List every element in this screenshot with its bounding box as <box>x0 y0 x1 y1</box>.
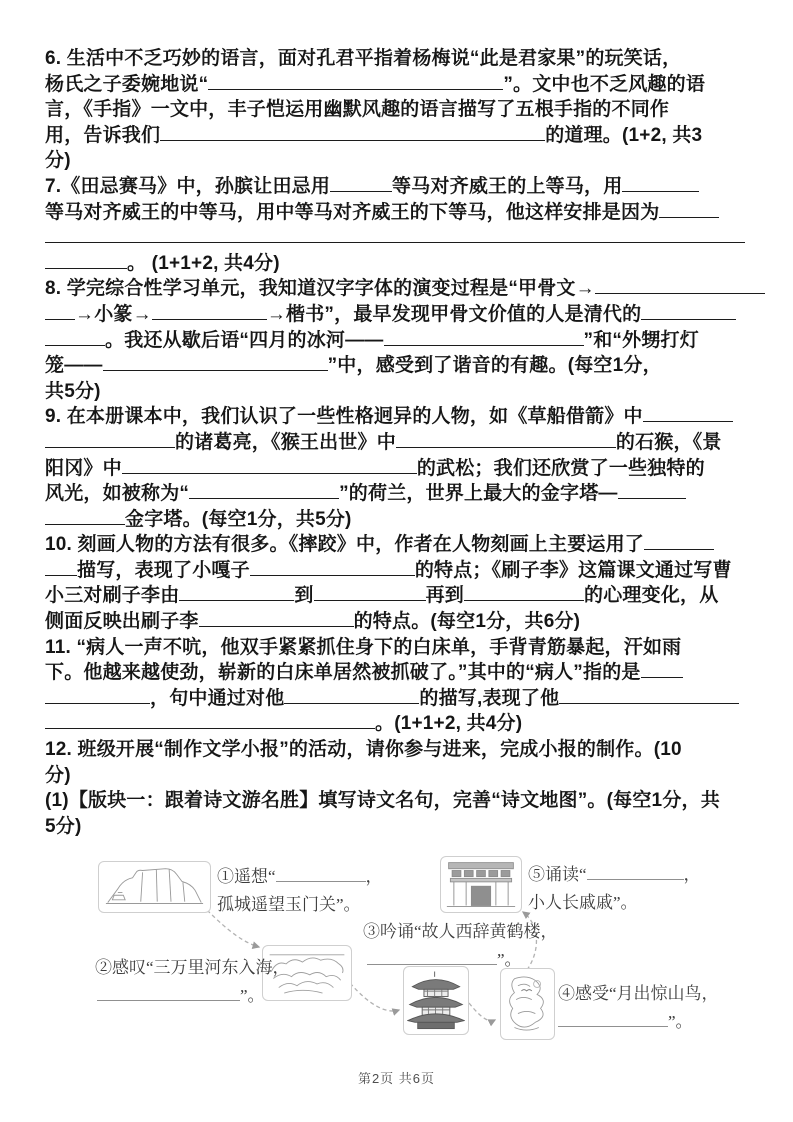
answer-blank <box>276 879 366 882</box>
poem-item-3 <box>363 918 558 974</box>
answer-blank <box>396 444 616 448</box>
text-run: 11. “病人一声不吭，他双手紧紧抓住身下的白床单，手背青筋暴起，汗如雨 <box>45 636 682 658</box>
text-line <box>45 711 751 737</box>
text-run: 金字塔。(每空1分，共5分) <box>125 508 352 530</box>
text-run: (1)【版块一：跟着诗文游名胜】填写诗文名句，完善“诗文地图”。(每空1分，共 <box>45 790 720 812</box>
poem-item-3-line-2 <box>363 946 558 974</box>
text-run: 的描写,表现了他 <box>419 687 560 709</box>
text-line <box>45 302 751 328</box>
text-run: ”。 <box>668 1012 693 1031</box>
text-line <box>45 328 751 354</box>
text-run: 的特点；《刷子李》这篇课文通过写曹 <box>414 559 732 581</box>
question-9 <box>45 404 751 532</box>
text-run: 小人长戚戚”。 <box>528 893 638 912</box>
text-run: 10. 刻画人物的方法有很多。《摔跤》中，作者在人物刻画上主要运用了 <box>45 534 644 556</box>
temple-gate-sketch-icon <box>440 856 522 913</box>
answer-blank <box>97 998 240 1001</box>
text-run: →小篆→ <box>75 303 152 325</box>
poem-item-1-line-2 <box>217 891 383 919</box>
text-run: 杨氏之子委婉地说“ <box>45 73 209 95</box>
answer-blank <box>45 265 127 269</box>
text-run: 下。他越来越使劲，崭新的白床单居然被抓破了。”其中的“病人”指的是 <box>45 662 641 684</box>
text-run: 的石猴，《景 <box>615 431 722 453</box>
text-run: 共5分) <box>45 380 101 402</box>
text-run: 9. 在本册课本中，我们认识了一些性格迥异的人物，如《草船借箭》中 <box>45 406 643 428</box>
text-line <box>45 763 751 789</box>
text-line <box>45 788 751 814</box>
text-line <box>45 532 751 558</box>
text-run: ⑤诵读“ <box>528 865 587 884</box>
text-run: ”。 <box>497 950 522 969</box>
answer-blank <box>330 188 392 192</box>
text-run: 6. 生活中不乏巧妙的语言，面对孔君平指着杨梅说“此是君家果”的玩笑话， <box>45 48 682 69</box>
text-run: 言，《手指》一文中，丰子恺运用幽默风趣的语言描写了五根手指的不同作 <box>45 99 670 121</box>
poem-item-1 <box>217 863 383 919</box>
answer-blank <box>208 86 503 90</box>
text-run: 5分) <box>45 815 82 837</box>
answer-blank <box>45 725 375 729</box>
answer-blank <box>122 470 417 474</box>
text-line <box>45 148 751 174</box>
text-run: 。我还从歇后语“四月的冰河—— <box>105 329 384 351</box>
text-run: 分) <box>45 764 71 786</box>
text-run: 的诸葛亮，《猴王出世》中 <box>175 431 396 453</box>
answer-blank <box>45 521 125 525</box>
answer-blank <box>595 290 765 294</box>
text-run: 12. 班级开展“制作文学小报”的活动，请你参与进来，完成小报的制作。(10 <box>45 739 682 761</box>
question-10 <box>45 532 751 634</box>
text-run: 分) <box>45 150 71 172</box>
text-run: 的特点。(每空1分，共6分) <box>353 611 581 633</box>
answer-blank <box>103 367 328 371</box>
text-run: 的道理。(1+2, 共3 <box>545 124 703 146</box>
answer-blank <box>384 342 584 346</box>
poem-item-5-line-2 <box>528 889 701 917</box>
answer-blank <box>618 495 686 499</box>
text-line <box>45 200 751 226</box>
text-line <box>45 353 751 379</box>
text-line <box>45 507 751 533</box>
poem-item-4-line-2 <box>558 1008 719 1036</box>
text-run: 。 (1+1+2, 共4分) <box>127 252 280 274</box>
page-number: 第2页 共6页 <box>357 1071 436 1086</box>
text-run: 等马对齐威王的上等马，用 <box>392 175 623 197</box>
answer-blank <box>250 572 415 576</box>
text-run: 再到 <box>425 585 465 607</box>
answer-blank <box>160 137 545 141</box>
questions-block <box>45 46 751 839</box>
text-run: 阳冈》中 <box>45 457 122 479</box>
text-run: ”中，感受到了谐音的有趣。(每空1分， <box>327 355 662 377</box>
text-run: ”。 <box>240 986 265 1005</box>
answer-blank <box>284 700 419 704</box>
answer-blank <box>199 623 354 627</box>
text-run: ，句中通过对他 <box>150 687 285 709</box>
text-run: 等马对齐威王的中等马，用中等马对齐威王的下等马，他这样安排是因为 <box>45 201 660 223</box>
answer-blank <box>641 674 683 678</box>
answer-blank <box>45 342 105 346</box>
text-line <box>45 379 751 405</box>
text-line <box>45 97 751 123</box>
text-run: 小三对刷子李由 <box>45 585 180 607</box>
text-run: →楷书”，最早发现甲骨文价值的人是清代的 <box>266 303 642 325</box>
text-line <box>45 814 751 840</box>
answer-blank <box>622 188 699 192</box>
poem-item-4-line-1 <box>558 980 719 1008</box>
text-run: ， <box>365 867 383 886</box>
text-run: ①遥想“ <box>217 867 276 886</box>
text-run: 风光，如被称为“ <box>45 483 190 505</box>
text-line <box>45 456 751 482</box>
text-line <box>45 686 751 712</box>
text-run: 用，告诉我们 <box>45 124 161 146</box>
poem-item-4 <box>558 980 719 1036</box>
text-run: 的心理变化，从 <box>584 585 719 607</box>
text-line <box>45 660 751 686</box>
text-line <box>45 635 751 661</box>
yellow-crane-tower-sketch-icon <box>403 966 469 1035</box>
answer-blank <box>464 597 584 601</box>
text-run: 的武松；我们还欣赏了一些独特的 <box>416 457 705 479</box>
text-line <box>45 430 751 456</box>
poem-item-5 <box>528 861 701 917</box>
text-run: 笼—— <box>45 355 103 377</box>
answer-blank <box>45 444 175 448</box>
answer-blank <box>45 572 77 576</box>
answer-blank <box>644 546 714 550</box>
text-run: 8. 学完综合性学习单元，我知道汉字字体的演变过程是“甲骨文→ <box>45 278 595 300</box>
text-line <box>45 558 751 584</box>
mountain-bird-sketch-icon <box>500 968 555 1040</box>
answer-blank <box>558 1024 668 1027</box>
answer-blank <box>314 597 426 601</box>
poem-item-5-line-1 <box>528 861 701 889</box>
poem-map-diagram <box>45 848 751 1053</box>
answer-blank <box>587 877 684 880</box>
text-line <box>45 609 751 635</box>
answer-blank <box>641 316 736 320</box>
text-run: ， <box>683 865 701 884</box>
answer-blank <box>45 700 150 704</box>
text-run: ”的荷兰，世界上最大的金字塔— <box>339 483 618 505</box>
text-line <box>45 123 751 149</box>
text-run: ②感叹“三万里河东入海， <box>95 958 290 977</box>
text-run: 侧面反映出刷子李 <box>45 611 199 633</box>
answer-blank <box>643 418 733 422</box>
poem-item-1-line-1 <box>217 863 383 891</box>
text-line <box>45 737 751 763</box>
answer-blank <box>152 316 267 320</box>
text-line <box>45 225 751 251</box>
text-line <box>45 72 751 98</box>
text-run: ”和“外甥打灯 <box>583 329 699 351</box>
question-12 <box>45 737 751 788</box>
text-line <box>45 46 751 72</box>
question-7 <box>45 174 751 276</box>
answer-blank <box>367 962 497 965</box>
question-8 <box>45 276 751 404</box>
answer-blank <box>45 239 745 243</box>
text-run: 到 <box>294 585 314 607</box>
answer-blank <box>659 214 719 218</box>
text-run: 孤城遥望玉门关”。 <box>217 895 361 914</box>
answer-blank <box>189 495 339 499</box>
text-run: 描写，表现了小嘎子 <box>77 559 250 581</box>
poem-item-2 <box>95 954 290 1010</box>
text-line <box>45 481 751 507</box>
poem-item-2-line-1 <box>95 954 290 982</box>
text-run: ④感受“月出惊山鸟， <box>558 984 719 1003</box>
mountain-fortress-sketch-icon <box>98 861 211 913</box>
question-11 <box>45 635 751 737</box>
question-6 <box>45 46 751 174</box>
text-run: ”。文中也不乏风趣的语 <box>503 73 706 95</box>
answer-blank <box>179 597 294 601</box>
question-12-1 <box>45 788 751 839</box>
text-run: ③吟诵“故人西辞黄鹤楼， <box>363 922 558 941</box>
answer-blank <box>45 316 75 320</box>
text-line <box>45 174 751 200</box>
answer-blank <box>559 700 739 704</box>
text-line <box>45 251 751 277</box>
poem-item-3-line-1 <box>363 918 558 946</box>
text-line <box>45 404 751 430</box>
text-line <box>45 276 751 302</box>
text-run: 。(1+1+2, 共4分) <box>375 713 523 735</box>
text-line <box>45 583 751 609</box>
poem-item-2-line-2 <box>95 982 290 1010</box>
text-run: 7.《田忌赛马》中，孙膑让田忌用 <box>45 175 331 197</box>
